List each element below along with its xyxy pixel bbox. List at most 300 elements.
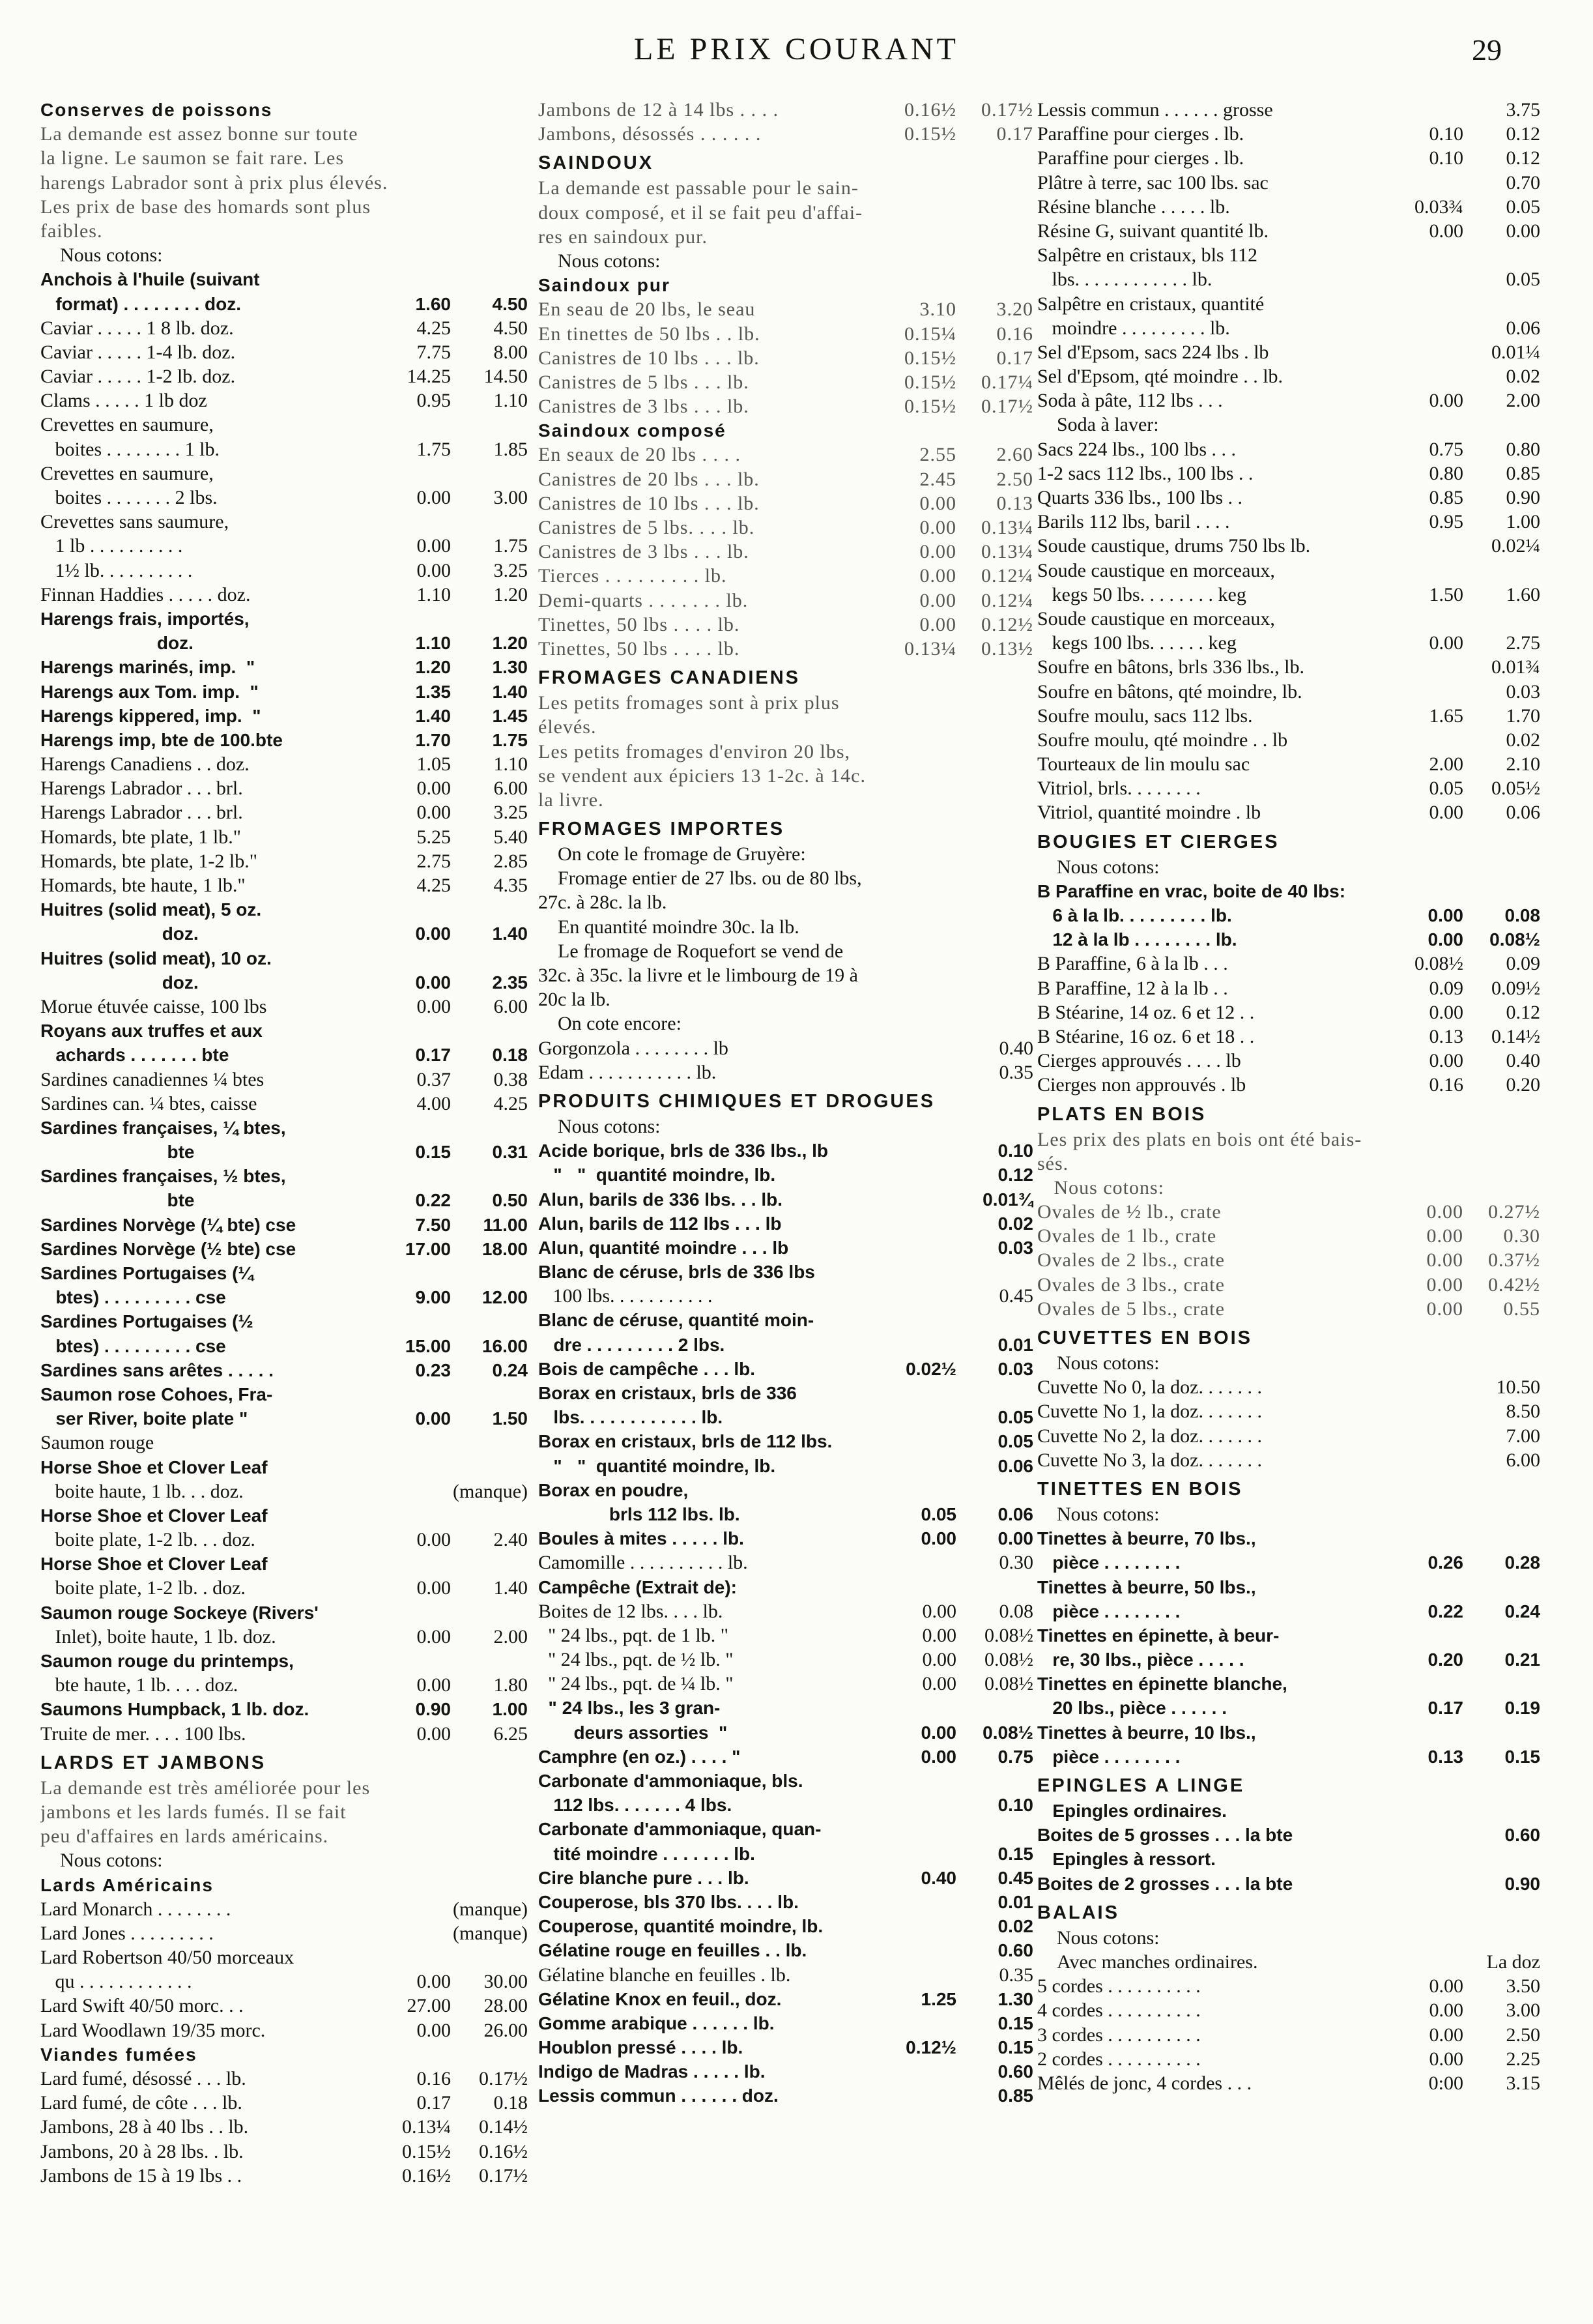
price-high: 0.31 <box>492 1142 528 1163</box>
price-high: 0.16½ <box>479 2140 528 2162</box>
price-line <box>538 1672 1033 1696</box>
paragraph-line <box>538 346 1033 370</box>
price-line <box>538 890 1033 914</box>
price-low: 0.15½ <box>402 2140 451 2162</box>
price-low: 0.16 <box>1429 1074 1463 1096</box>
price-low: 0.00 <box>1426 1273 1463 1296</box>
price-line <box>1037 171 1540 195</box>
price-low: 1.75 <box>416 438 451 460</box>
price-high: 2.60 <box>996 444 1033 466</box>
price-high: 0.30 <box>999 1552 1033 1574</box>
price-high: 1.30 <box>997 1988 1033 2009</box>
price-high: 26.00 <box>483 2019 528 2041</box>
item-text: élevés. <box>538 716 597 738</box>
price-low: 0.85 <box>1429 487 1463 508</box>
item-text: Cierges approuvés . . . . lb <box>1037 1050 1241 1072</box>
price-line <box>40 583 528 607</box>
item-text: Sardines françaises, ½ btes, <box>40 1166 286 1187</box>
item-text: Truite de mer. . . . 100 lbs. <box>40 1722 246 1745</box>
item-text: Sacs 224 lbs., 100 lbs . . . <box>1037 438 1237 460</box>
item-text: Tinettes, 50 lbs . . . . lb. <box>538 637 740 660</box>
price-high: 1.00 <box>1506 511 1540 533</box>
item-text: Anchois à l'huile (suivant <box>40 269 260 290</box>
price-line <box>40 1673 528 1697</box>
price-line <box>40 800 528 824</box>
price-high: 0.02 <box>1506 366 1540 388</box>
item-text: Ovales de 2 lbs., crate <box>1037 1249 1225 1271</box>
price-high: 16.00 <box>481 1335 528 1356</box>
price-line <box>1037 413 1540 437</box>
price-line <box>538 1745 1033 1769</box>
price-high: 0.40 <box>1506 1050 1540 1072</box>
price-line <box>40 849 528 873</box>
item-text: Crevettes sans saumure, <box>40 511 229 533</box>
paragraph-line <box>538 98 1033 122</box>
item-text: sés. <box>1037 1152 1069 1174</box>
price-line <box>538 1793 1033 1817</box>
price-high: 3.25 <box>493 802 528 824</box>
price-low: 0.00 <box>415 1408 451 1429</box>
price-line <box>538 1914 1033 1938</box>
price-high: 18.00 <box>481 1238 528 1259</box>
price-low: 1.25 <box>921 1988 956 2009</box>
item-text: Le fromage de Roquefort se vend de <box>558 940 844 962</box>
price-line <box>538 1987 1033 2011</box>
price-line <box>1037 631 1540 655</box>
price-line <box>538 842 1033 866</box>
price-high: 1.20 <box>492 633 528 654</box>
item-text: la livre. <box>538 789 604 811</box>
item-text: Crevettes en saumure, <box>40 414 214 436</box>
price-low: 0.00 <box>1429 2048 1463 2070</box>
price-line <box>40 825 528 849</box>
price-high: 2.25 <box>1506 2048 1540 2070</box>
price-low: 4.00 <box>416 1092 451 1114</box>
price-high: 0.08½ <box>984 1624 1033 1646</box>
price-high: 3.75 <box>1506 99 1540 121</box>
price-line <box>1037 704 1540 728</box>
item-text: Lessis commun . . . . . . doz. <box>538 2085 779 2106</box>
item-text: Jambons, 20 à 28 lbs. . lb. <box>40 2140 244 2162</box>
item-text: Camomille . . . . . . . . . . lb. <box>538 1552 748 1574</box>
item-text: Canistres de 10 lbs . . . lb. <box>538 347 760 369</box>
price-line <box>538 1236 1033 1260</box>
item-text: Sardines Portugaises (½ <box>40 1311 253 1332</box>
price-high: 1.00 <box>492 1699 528 1720</box>
item-text: tité moindre . . . . . . . lb. <box>538 1843 755 1864</box>
item-text: lbs. . . . . . . . . . . . lb. <box>538 1407 723 1428</box>
price-low: 27.00 <box>407 1995 451 2017</box>
item-text: 1 lb . . . . . . . . . . <box>40 535 183 557</box>
price-line <box>538 1284 1033 1308</box>
item-text: qu . . . . . . . . . . . . <box>40 1971 192 1993</box>
price-line <box>538 1036 1033 1060</box>
price-low: 0.00 <box>1429 1975 1463 1997</box>
price-low: 0.00 <box>1426 1298 1463 1320</box>
section-heading <box>538 812 1033 842</box>
price-line <box>1037 1950 1540 1974</box>
price-line <box>1037 1696 1540 1720</box>
item-text: Epingles à ressort. <box>1037 1849 1216 1870</box>
item-text: 1½ lb. . . . . . . . . . <box>40 559 193 581</box>
paragraph-line <box>538 540 1033 564</box>
item-text: Jambons, désossés . . . . . . <box>538 123 762 145</box>
price-low: 0.02½ <box>906 1358 956 1379</box>
price-line <box>1037 1375 1540 1399</box>
item-text: La demande est assez bonne sur toute <box>40 123 358 145</box>
paragraph-line <box>538 297 1033 321</box>
price-high: 0.03 <box>997 1358 1033 1379</box>
price-line <box>1037 1526 1540 1550</box>
item-text: boites . . . . . . . . 1 lb. <box>40 438 220 460</box>
price-line <box>40 340 528 364</box>
price-high: 0.15 <box>997 2012 1033 2033</box>
price-line <box>1037 976 1540 1000</box>
item-text: Soude caustique, drums 750 lbs lb. <box>1037 535 1311 557</box>
item-text: Homards, bte haute, 1 lb." <box>40 875 246 896</box>
price-low: 14.25 <box>407 366 451 388</box>
item-text: Les prix de base des homards sont plus <box>40 196 371 218</box>
price-low: 0:00 <box>1428 2072 1463 2094</box>
price-high: 8.50 <box>1506 1401 1540 1423</box>
item-text: Sardines can. ¼ btes, caisse <box>40 1092 257 1114</box>
price-low: 0.13¼ <box>402 2116 451 2138</box>
price-high: (manque) <box>453 1480 528 1502</box>
price-line <box>40 1455 528 1479</box>
price-low: 0.00 <box>415 972 451 993</box>
price-line <box>40 1431 528 1455</box>
price-high: 0.01¼ <box>1491 341 1540 363</box>
price-high: 0.12 <box>1506 123 1540 145</box>
item-text: Lard Jones . . . . . . . . . <box>40 1922 214 1944</box>
price-high: 2.00 <box>493 1625 528 1648</box>
item-text: " 24 lbs., les 3 gran- <box>538 1698 721 1719</box>
price-low: 0.00 <box>416 1625 451 1648</box>
price-high: 0.09 <box>1506 953 1540 975</box>
price-low: 0.20 <box>1428 1649 1463 1670</box>
price-line <box>538 1575 1033 1599</box>
price-high: 6.00 <box>493 777 528 800</box>
item-text: Nous cotons: <box>1037 1176 1164 1198</box>
price-line <box>40 970 528 995</box>
price-high: 0.17 <box>996 347 1033 369</box>
item-text: Salpêtre en cristaux, bls 112 <box>1037 244 1257 267</box>
price-low: 0.13 <box>1428 1746 1463 1767</box>
item-text: " " quantité moindre, lb. <box>538 1165 776 1185</box>
paragraph-line <box>538 322 1033 346</box>
price-line <box>1037 800 1540 824</box>
price-low: 0.05 <box>1429 777 1463 800</box>
price-high: 0.30 <box>1503 1225 1540 1247</box>
price-line <box>538 1429 1033 1453</box>
price-high: 0.13¼ <box>981 541 1033 563</box>
price-line <box>40 1697 528 1721</box>
item-text: Soda à laver: <box>1057 414 1159 436</box>
price-line <box>1037 1502 1540 1526</box>
price-line <box>1037 1974 1540 1998</box>
item-text: Harengs aux Tom. imp. " <box>40 681 259 702</box>
price-line <box>40 1140 528 1164</box>
item-text: lbs. . . . . . . . . . . . lb. <box>1037 269 1213 291</box>
item-text: Jambons, 28 à 40 lbs . . lb. <box>40 2116 249 2138</box>
item-text: Barils 112 lbs, baril . . . . <box>1037 511 1230 533</box>
price-high: 0.12¼ <box>981 565 1033 587</box>
item-text: Canistres de 3 lbs . . . lb. <box>538 541 749 563</box>
item-text: Horse Shoe et Clover Leaf <box>40 1505 268 1526</box>
price-low: 0.00 <box>416 1529 451 1551</box>
price-line <box>538 1333 1033 1357</box>
item-text: Demi-quarts . . . . . . . lb. <box>538 589 749 611</box>
price-line <box>40 1625 528 1649</box>
price-low: 0.16½ <box>402 2164 451 2186</box>
price-high: 1.60 <box>1506 583 1540 605</box>
price-high: 0.19 <box>1504 1698 1540 1719</box>
price-high: 0.08 <box>1504 905 1540 925</box>
price-high: 0.05 <box>1506 269 1540 291</box>
price-high: 0.28 <box>1504 1552 1540 1573</box>
item-text: 2 cordes . . . . . . . . . . <box>1037 2048 1201 2070</box>
item-text: Tinettes à beurre, 70 lbs., <box>1037 1528 1256 1549</box>
price-high: 0.70 <box>1506 171 1540 194</box>
item-text: Les petits fromages sont à prix plus <box>538 692 840 714</box>
price-low: 2.00 <box>1429 753 1463 776</box>
paragraph-line <box>1037 1273 1540 1297</box>
item-text: Alun, barils de 336 lbs. . . lb. <box>538 1189 782 1210</box>
price-low: 0.00 <box>921 1746 956 1767</box>
item-text: Soufre moulu, qté moindre . . lb <box>1037 729 1288 751</box>
price-line <box>1037 1745 1540 1769</box>
price-high: 0.27½ <box>1488 1201 1540 1223</box>
item-text: Soude caustique en morceaux, <box>1037 559 1275 581</box>
price-line <box>40 2164 528 2188</box>
price-line <box>40 1897 528 1921</box>
price-line <box>538 987 1033 1011</box>
price-line <box>40 1649 528 1673</box>
price-low: 0.10 <box>1429 123 1463 145</box>
price-high: 0.45 <box>997 1867 1033 1888</box>
item-text: Nous cotons: <box>1057 1352 1160 1374</box>
item-text: Houblon pressé . . . . lb. <box>538 2037 743 2058</box>
price-line <box>1037 243 1540 267</box>
item-text: En quantité moindre 30c. la lb. <box>558 916 799 938</box>
price-line <box>40 728 528 752</box>
item-text: Boites de 2 grosses . . . la bte <box>1037 1873 1293 1894</box>
price-line <box>40 1043 528 1067</box>
item-text: " 24 lbs., pqt. de ½ lb. " <box>538 1649 734 1671</box>
item-text: Lard Robertson 40/50 morceaux <box>40 1947 294 1969</box>
price-low: 0.00 <box>416 535 451 557</box>
price-high: 0.18 <box>492 1045 528 1066</box>
item-text: Nous cotons: <box>1057 1926 1160 1949</box>
price-line <box>1037 1351 1540 1375</box>
price-low: 1.05 <box>416 753 451 776</box>
item-text: Bois de campêche . . . lb. <box>538 1358 755 1379</box>
price-high: 0.60 <box>1504 1825 1540 1846</box>
item-text: moindre . . . . . . . . . lb. <box>1037 317 1230 339</box>
item-text: Nous cotons: <box>60 244 163 267</box>
price-line <box>40 1116 528 1140</box>
price-high: 0.05½ <box>1491 777 1540 800</box>
item-text: doz. <box>40 972 199 993</box>
price-low: 0.03¾ <box>1414 196 1463 218</box>
item-text: Les prix des plats en bois ont été bais- <box>1037 1128 1362 1150</box>
price-high: 0.21 <box>1504 1649 1540 1670</box>
item-text: Cire blanche pure . . . lb. <box>538 1867 749 1888</box>
item-text: btes) . . . . . . . . . cse <box>40 1335 226 1356</box>
item-text: doz. <box>40 923 199 944</box>
subsection-heading <box>538 273 1033 297</box>
price-line <box>40 486 528 510</box>
price-line <box>1037 583 1540 607</box>
price-high: 0.90 <box>1506 487 1540 508</box>
price-high: 0.55 <box>1503 1298 1540 1320</box>
item-text: Gomme arabique . . . . . . lb. <box>538 2012 775 2033</box>
paragraph-line <box>538 613 1033 637</box>
price-low: 0.00 <box>1429 1001 1463 1023</box>
item-text: Canistres de 10 lbs . . . lb. <box>538 492 760 514</box>
item-text: Lard Monarch . . . . . . . . <box>40 1898 231 1920</box>
item-text: Caviar . . . . . 1-2 lb. doz. <box>40 366 236 388</box>
price-line <box>40 1552 528 1576</box>
item-text: Borax en cristaux, brls de 112 lbs. <box>538 1431 833 1452</box>
paragraph-line <box>538 564 1033 588</box>
price-line <box>1037 1024 1540 1049</box>
paragraph-line <box>1037 1127 1540 1152</box>
item-text: Jambons de 12 à 14 lbs . . . . <box>538 99 779 121</box>
item-text: 100 lbs. . . . . . . . . . . <box>538 1285 713 1307</box>
item-text: Alun, quantité moindre . . . lb <box>538 1237 789 1258</box>
price-low: 0.22 <box>1428 1601 1463 1621</box>
subsection-heading <box>538 418 1033 443</box>
price-line <box>1037 1448 1540 1472</box>
price-low: 0.12½ <box>906 2037 956 2058</box>
price-low: 0.15¼ <box>904 323 956 345</box>
price-low: 0.00 <box>1429 2024 1463 2046</box>
item-text: Couperose, quantité moindre, lb. <box>538 1916 824 1937</box>
price-low: 0.90 <box>415 1699 451 1720</box>
item-text: CUVETTES EN BOIS <box>1037 1328 1252 1348</box>
price-line <box>1037 680 1540 704</box>
item-text: Mêlés de jonc, 4 cordes . . . <box>1037 2072 1252 2094</box>
price-line <box>1037 1926 1540 1950</box>
item-text: 5 cordes . . . . . . . . . . <box>1037 1975 1201 1997</box>
price-high: 0.08½ <box>984 1673 1033 1695</box>
paragraph-line <box>40 219 528 243</box>
price-line <box>538 1405 1033 1429</box>
price-high: 0.01 <box>997 1334 1033 1355</box>
price-high: 0.12 <box>1506 1001 1540 1023</box>
price-line <box>40 776 528 800</box>
item-text: 6 à la lb. . . . . . . . . lb. <box>1037 905 1232 925</box>
item-text: 20c la lb. <box>538 989 610 1011</box>
item-text: Boites de 12 lbs. . . . lb. <box>538 1600 723 1622</box>
price-line <box>1037 1073 1540 1097</box>
item-text: btes) . . . . . . . . . cse <box>40 1287 226 1308</box>
price-high: 0.20 <box>1506 1074 1540 1096</box>
price-high: 1.70 <box>1506 704 1540 727</box>
price-high: 0.17¼ <box>981 371 1033 393</box>
price-high: 0.06 <box>997 1503 1033 1524</box>
item-text: Canistres de 5 lbs . . . lb. <box>538 371 749 393</box>
price-line <box>40 1945 528 1969</box>
price-high: 1.20 <box>493 583 528 605</box>
price-high: 28.00 <box>483 1995 528 2017</box>
item-text: Camphre (en oz.) . . . . " <box>538 1746 741 1767</box>
paragraph-line <box>538 715 1033 739</box>
price-high: 0.17½ <box>981 396 1033 418</box>
item-text: PLATS EN BOIS <box>1037 1103 1207 1125</box>
price-line <box>40 897 528 922</box>
price-high: 4.50 <box>493 317 528 339</box>
paragraph-line <box>1037 1176 1540 1200</box>
item-text: boites . . . . . . . 2 lbs. <box>40 487 218 508</box>
price-low: 0.17 <box>415 1045 451 1066</box>
price-line <box>40 1601 528 1625</box>
item-text: Edam . . . . . . . . . . . lb. <box>538 1061 717 1083</box>
paragraph-line <box>40 195 528 219</box>
price-low: 0.15½ <box>904 371 956 393</box>
price-line <box>538 1212 1033 1236</box>
price-line <box>538 1769 1033 1793</box>
price-line <box>538 249 1033 273</box>
price-low: 0.00 <box>1428 929 1463 950</box>
item-text: Huitres (solid meat), 5 oz. <box>40 899 262 920</box>
price-line <box>538 1696 1033 1720</box>
price-high: 1.75 <box>492 729 528 750</box>
item-text: Borax en poudre, <box>538 1479 689 1500</box>
price-line <box>1037 1550 1540 1575</box>
column-left <box>40 98 528 2188</box>
price-low: 1.20 <box>415 657 451 678</box>
price-high: 0.15 <box>997 1843 1033 1864</box>
item-text: Gélatine Knox en feuil., doz. <box>538 1988 782 2009</box>
price-low: 0.00 <box>1428 905 1463 925</box>
item-text: 27c. à 28c. la lb. <box>538 892 667 914</box>
price-low: 0.00 <box>415 923 451 944</box>
item-text: res en saindoux pur. <box>538 225 708 248</box>
item-text: Lessis commun . . . . . . grosse <box>1037 99 1273 121</box>
price-low: 0.00 <box>1429 390 1463 412</box>
item-text: Nous cotons: <box>60 1850 163 1872</box>
price-high: 5.40 <box>493 826 528 848</box>
item-text: Sel d'Epsom, qté moindre . . lb. <box>1037 366 1284 388</box>
price-line <box>40 292 528 316</box>
item-text: Blanc de céruse, quantité moin- <box>538 1310 814 1331</box>
price-line <box>40 2067 528 2091</box>
price-line <box>1037 752 1540 776</box>
price-line <box>538 1526 1033 1550</box>
page-title: LE PRIX COURANT <box>633 32 959 66</box>
price-high: 1.40 <box>492 923 528 944</box>
price-line <box>40 1406 528 1431</box>
price-high: 3.15 <box>1506 2072 1540 2094</box>
paragraph-line <box>40 1824 528 1848</box>
section-heading <box>1037 1321 1540 1351</box>
price-high: 6.00 <box>493 995 528 1017</box>
item-text: bte haute, 1 lb. . . . doz. <box>40 1674 238 1696</box>
paragraph-line <box>538 225 1033 249</box>
item-text: B Paraffine, 6 à la lb . . . <box>1037 953 1228 975</box>
price-high: 0.06 <box>1506 317 1540 339</box>
paragraph-line <box>538 370 1033 394</box>
price-low: 2.45 <box>919 468 956 490</box>
price-low: 0.00 <box>416 802 451 824</box>
price-high: 0.75 <box>997 1746 1033 1767</box>
price-high: 0.35 <box>999 1964 1033 1986</box>
price-low: 0.17 <box>1428 1698 1463 1719</box>
item-text: Tinettes en épinette blanche, <box>1037 1674 1287 1694</box>
price-line <box>538 1599 1033 1623</box>
